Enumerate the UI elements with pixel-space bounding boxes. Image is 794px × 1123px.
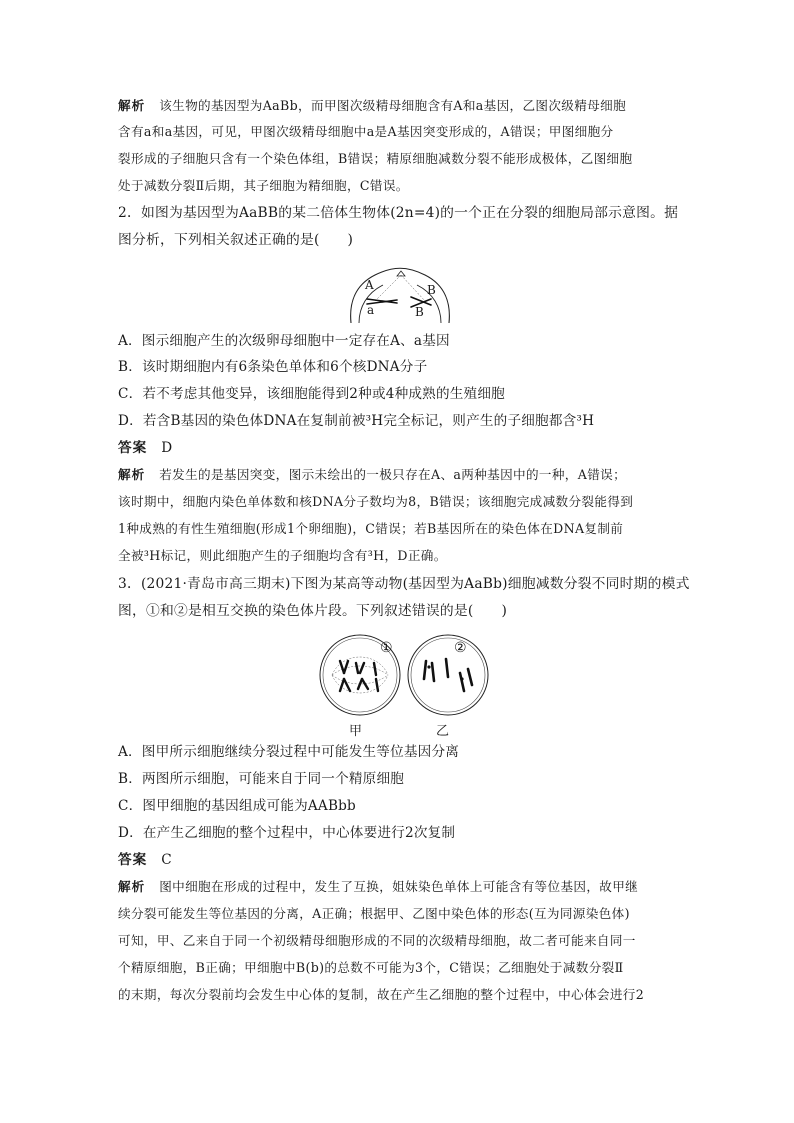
q3-explanation-line: 解析 图中细胞在形成的过程中，发生了互换，姐妹染色单体上可能含有等位基因，故甲继 <box>118 879 639 894</box>
q2-explanation-label: 解析 <box>118 467 146 482</box>
q2-explanation-line: 1种成熟的有性生殖细胞(形成1个卵细胞)，C错误；若B基因所在的染色体在DNA复制前 <box>118 521 624 536</box>
q1-explanation-line: 裂形成的子细胞只含有一个染色体组，B错误；精原细胞减数分裂不能形成极体，乙图细胞 <box>118 151 633 166</box>
q3-explanation-line: 可知，甲、乙来自于同一个初级精母细胞形成的不同的次级精母细胞，故二者可能来自同一 <box>118 933 636 948</box>
q2-explanation-line: 该时期中，细胞内染色单体数和核DNA分子数均为8，B错误；该细胞完成减数分裂能得到 <box>118 494 634 509</box>
q2-stem-line: 图分析，下列相关叙述正确的是( ) <box>118 232 354 248</box>
q3-option-d: D．在产生乙细胞的整个过程中，中心体要进行2次复制 <box>118 825 456 841</box>
q3-stem-line: 3．(2021·青岛市高三期末)下图为某高等动物(基因型为AaBb)细胞减数分裂不同时期的模式 <box>118 576 690 592</box>
q2-option-d: D．若含B基因的染色体DNA在复制前被³H完全标记，则产生的子细胞都含³H <box>118 413 595 429</box>
q2-explanation-line: 解析 若发生的是基因突变，图示未绘出的一极只存在A、a两种基因中的一种，A错误； <box>118 467 627 482</box>
q2-figure-label-A: A <box>365 278 374 292</box>
q1-explanation-line: 含有a和a基因，可见，甲图次级精母细胞中a是A基因突变形成的，A错误；甲图细胞分 <box>118 124 614 139</box>
q3-answer-value: C <box>161 852 173 868</box>
q3-caption-jia: 甲 <box>349 724 363 739</box>
q2-explanation-line: 全被³H标记，则此细胞产生的子细胞均含有³H，D正确。 <box>118 548 447 563</box>
q2-option-c: C．若不考虑其他变异，该细胞能得到2种或4种成熟的生殖细胞 <box>118 386 505 402</box>
q3-option-a: A．图甲所示细胞继续分裂过程中可能发生等位基因分离 <box>118 744 460 760</box>
q2-stem-line: 2．如图为基因型为AaBB的某二倍体生物体(2n=4)的一个正在分裂的细胞局部示意图。据 <box>118 205 679 221</box>
q3-stem-line: 图，①和②是相互交换的染色体片段。下列叙述错误的是( ) <box>118 603 508 619</box>
q2-figure-label-a: a <box>367 303 375 317</box>
q3-cell-figure-jia <box>318 633 402 739</box>
q2-cell-figure <box>345 263 455 325</box>
q1-explanation-line: 处于减数分裂Ⅱ后期，其子细胞为精细胞，C错误。 <box>118 178 409 193</box>
q3-answer <box>118 850 173 870</box>
q2-answer-label: 答案 <box>118 440 148 456</box>
q2-answer <box>118 438 173 458</box>
q3-label-circle1: ① <box>380 640 393 656</box>
q3-option-b: B．两图所示细胞，可能来自于同一个精原细胞 <box>118 771 405 787</box>
q3-explanation-line: 个精原细胞，B正确；甲细胞中B(b)的总数不可能为3个，C错误；乙细胞处于减数分裂Ⅱ <box>118 960 624 975</box>
q3-label-circle2: ② <box>454 640 467 656</box>
q2-figure-label-B: B <box>427 283 436 297</box>
q2-answer-value: D <box>161 440 174 456</box>
q3-explanation-line: 续分裂可能发生等位基因的分离，A正确；根据甲、乙图中染色体的形态(互为同源染色体) <box>118 906 630 921</box>
q3-option-c: C．图甲细胞的基因组成可能为AABbb <box>118 798 356 814</box>
q1-explanation-label: 解析 <box>118 98 146 113</box>
q3-caption-yi: 乙 <box>436 724 450 739</box>
q3-answer-label: 答案 <box>118 852 148 868</box>
q3-cell-figure-yi <box>406 633 490 739</box>
q2-option-b: B．该时期细胞内有6条染色单体和6个核DNA分子 <box>118 359 428 375</box>
q3-explanation-line: 的末期，每次分裂前均会发生中心体的复制，故在产生乙细胞的整个过程中，中心体会进行2 <box>118 987 645 1002</box>
q2-figure-label-B: B <box>415 305 424 319</box>
q1-explanation-line: 解析 该生物的基因型为AaBb，而甲图次级精母细胞含有A和a基因，乙图次级精母细胞 <box>118 98 627 113</box>
q2-option-a: A．图示细胞产生的次级卵母细胞中一定存在A、a基因 <box>118 333 450 349</box>
q3-explanation-label: 解析 <box>118 879 146 894</box>
